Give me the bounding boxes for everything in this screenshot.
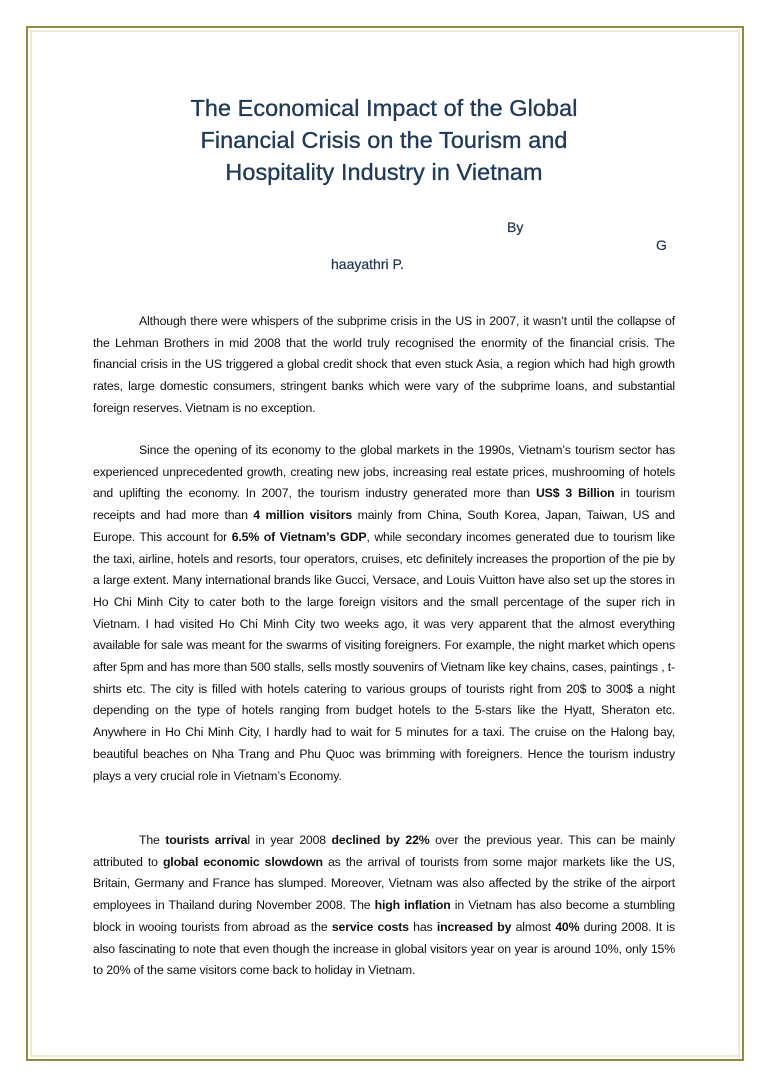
document-title [84,92,684,188]
text-run: during 2008. It is also fascinating to note that even though the increase in global visitors year on year is around 10%, only 15% to 20% of the same visitors come back to holiday in Vietnam. [93,919,675,978]
bold-emphasis: 6.5% of Vietnam’s GDP [231,529,367,544]
text-run: The [139,833,166,847]
bold-emphasis: tourists arriva [165,833,248,847]
paragraph-1 [93,311,675,420]
bold-emphasis: global economic slowdown [162,854,323,869]
bold-emphasis: high inflation [374,898,451,913]
title-line-3: Hospitality Industry in Vietnam [225,159,543,185]
byline-author-name: haayathri P. [331,256,404,272]
text-run: l in year 2008 [247,833,332,847]
bold-emphasis: 40% [555,919,580,934]
text-run: over the previous year. This can be mainly attributed to [93,833,675,869]
bold-emphasis: US$ 3 Billion [535,486,615,501]
bold-emphasis: service costs [331,919,409,934]
text-run: in Vietnam has also become a stumbling block in wooing tourists from abroad as the [93,898,675,934]
text-run: as the arrival of tourists from some major markets like the US, Britain, Germany and France has slumped. Moreover, Vietnam was also affected by the strike of the airport employees in Thailand during November 2008. The [93,854,675,913]
paragraph-3 [93,830,675,982]
text-run: has [408,919,437,934]
bold-emphasis: increased by [436,919,512,934]
bold-emphasis: declined by 22% [331,833,430,847]
text-run: Since the opening of its economy to the global markets in the 1990s, Vietnam’s tourism sector has experienced unprecedented growth, creating new jobs, increasing real estate prices, mushrooming of hotels and uplifting the economy. In 2007, the tourism industry generated more than [93,443,675,501]
title-line-1: The Economical Impact of the Global [190,95,578,121]
text-run: almost [511,919,556,934]
text-run: , while secondary incomes generated due to tourism like the taxi, airline, hotels and resorts, tour operators, cruises, etc definitely increases the proportion of the pie by a large extent. Many international brands like Gucci, Versace, and Louis Vuitton have also set up the stores in Ho Chi Minh City to cater both to the large foreign visitors and the small percentage of the super rich in Vietnam. I had visited Ho Chi Minh City two weeks ago, it was very apparent that the almost everything available for sale was meant for the swarms of visiting foreigners. For example, the night market which opens after 5pm and has more than 500 stalls, sells mostly souvenirs of Vietnam like key chains, cases, paintings , t-shirts etc. The city is filled with hotels catering to various groups of tourists right from 20$ to 300$ a night depending on the type of hotels ranging from budget hotels to the 5-stars like the Hyatt, Sheraton etc. Anywhere in Ho Chi Minh City, I hardly had to wait for 5 minutes for a taxi. The cruise on the Halong bay, beautiful beaches on Nha Trang and Phu Quoc was brimming with foreigners. Hence the tourism industry plays a very crucial role in Vietnam’s Economy. [93,529,676,783]
bold-emphasis: 4 million visitors [253,508,353,523]
text-run: Although there were whispers of the subprime crisis in the US in 2007, it wasn’t until the collapse of the Lehman Brothers in mid 2008 that the world truly recognised the enormity of the financial crisis. The financial crisis in the US triggered a global credit shock that even stuck Asia, a region which had high growth rates, large domestic consumers, stringent banks which were vary of the subprime loans, and substantial foreign reserves. Vietnam is no exception. [93,314,675,415]
title-line-2: Financial Crisis on the Tourism and [200,127,568,153]
byline-author-initial: G [656,237,667,253]
text-run: mainly from China, South Korea, Japan, Taiwan, US and Europe. This account for [93,508,675,544]
paragraph-2 [93,440,675,787]
byline-by: By [507,219,524,235]
text-run: in tourism receipts and had more than [93,486,675,523]
